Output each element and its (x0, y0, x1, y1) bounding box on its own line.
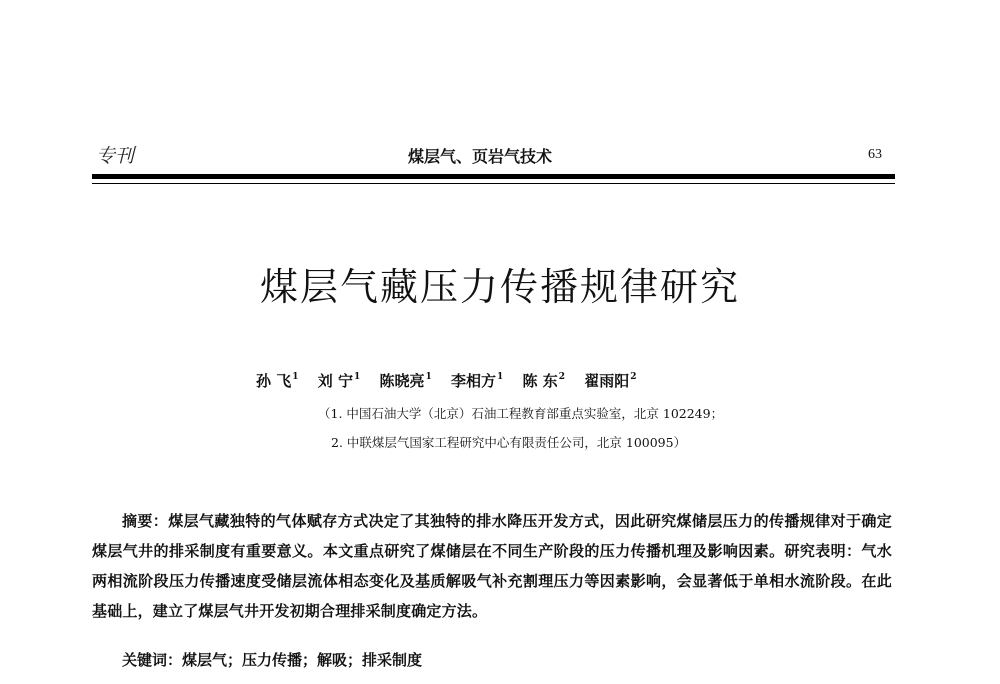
author: 李相方$^1$ (450, 372, 504, 390)
author: 陈 东$^2$ (522, 372, 565, 390)
author-list (256, 370, 651, 391)
header-rule-thick (92, 174, 895, 179)
author: 刘 宁$^1$ (317, 372, 361, 390)
author: 陈晓亮$^1$ (379, 372, 432, 390)
page-number: 63 (868, 147, 882, 162)
paper-title: 煤层气藏压力传播规律研究 (259, 265, 740, 309)
abstract (92, 506, 892, 626)
author: 翟雨阳$^2$ (584, 372, 637, 390)
keywords (122, 649, 422, 670)
affiliation-1: （1. 中国石油大学（北京）石油工程教育部重点实验室，北京 102249； (318, 406, 724, 421)
keywords-text: 煤层气；压力传播；解吸；排采制度 (182, 651, 423, 669)
journal-section-label: 专刊 (96, 145, 135, 167)
journal-column-title: 煤层气、页岩气技术 (408, 147, 553, 166)
affiliation-2: 2. 中联煤层气国家工程研究中心有限责任公司，北京 100095） (331, 435, 687, 450)
author: 孙 飞$^1$ (256, 372, 299, 390)
abstract-text: 煤层气藏独特的气体赋存方式决定了其独特的排水降压开发方式，因此研究煤储层压力的传播规律对于确定煤层气井的排采制度有重要意义。本文重点研究了煤储层在不同生产阶段的压力传播机理及影响因素。研究表明：气水两相流阶段压力传播速度受储层流体相态变化及基质解吸气补充割理压力等因素影响，会显著低于单相水流阶段。在此基础上，建立了煤层气井开发初期合理排采制度确定方法。 (92, 512, 892, 620)
header-rule-thin (92, 183, 895, 184)
abstract-label: 摘要： (122, 512, 169, 530)
keywords-label: 关键词： (122, 651, 183, 669)
